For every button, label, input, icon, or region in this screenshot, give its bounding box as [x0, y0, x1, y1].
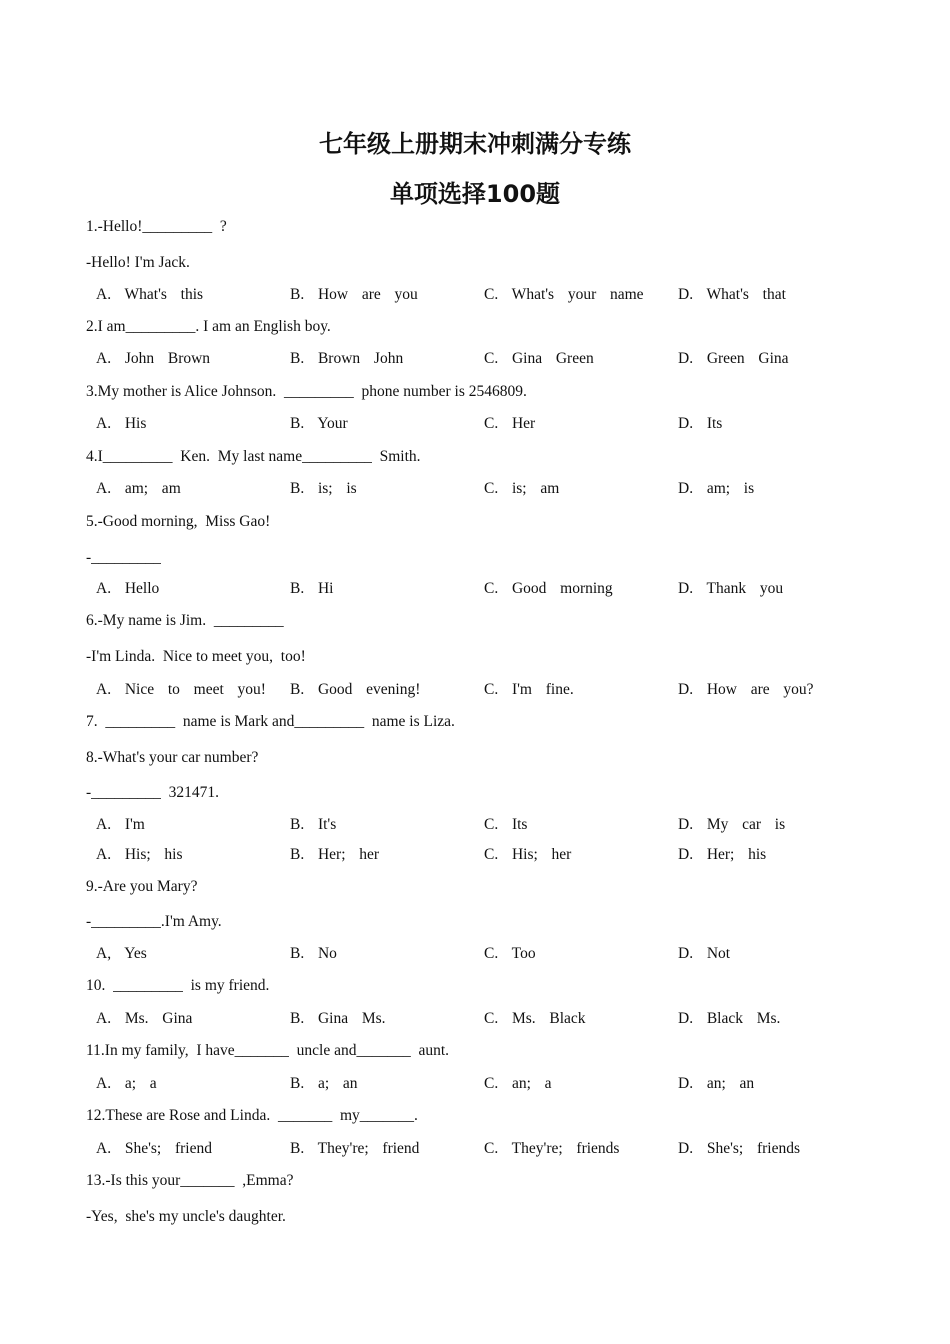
option-d: D. How are you?	[678, 681, 814, 698]
option-d: D. Black Ms.	[678, 1010, 781, 1027]
option-b: B. a; an	[290, 1075, 358, 1092]
question-line: 8.-What's your car number?	[86, 749, 259, 766]
option-b: B. is; is	[290, 480, 357, 497]
option-a: A. His	[96, 415, 147, 432]
option-a: A. Ms. Gina	[96, 1010, 193, 1027]
option-c: C. an; a	[484, 1075, 552, 1092]
option-d: D. Not	[678, 945, 731, 962]
option-b: B. Her; her	[290, 846, 380, 863]
option-c: C. Its	[484, 816, 528, 833]
option-b: B. Brown John	[290, 350, 404, 367]
option-b: B. Hi	[290, 580, 334, 597]
option-d: D. am; is	[678, 480, 755, 497]
question-line: 10. _________ is my friend.	[86, 977, 270, 994]
page-subtitle: 单项选择100题	[389, 180, 561, 208]
option-b: B. They're; friend	[290, 1140, 420, 1157]
option-d: D. Green Gina	[678, 350, 789, 367]
option-c: C. What's your name	[484, 286, 644, 303]
option-b: B. Your	[290, 415, 348, 432]
option-b: B. Good evening!	[290, 681, 421, 698]
question-line: 9.-Are you Mary?	[86, 878, 198, 895]
option-c: C. They're; friends	[484, 1140, 620, 1157]
question-line: 2.I am_________. I am an English boy.	[86, 318, 331, 335]
question-line: 5.-Good morning, Miss Gao!	[86, 513, 271, 530]
option-b: B. How are you	[290, 286, 418, 303]
option-d: D. an; an	[678, 1075, 755, 1092]
answer-line: -_________	[86, 549, 161, 566]
option-a: A. am; am	[96, 480, 181, 497]
option-d: D. She's; friends	[678, 1140, 800, 1157]
option-c: C. Good morning	[484, 580, 613, 597]
question-line: 11.In my family, I have_______ uncle and_______ aunt.	[86, 1042, 450, 1059]
option-a: A. Hello	[96, 580, 160, 597]
question-line: 6.-My name is Jim. _________	[86, 612, 284, 629]
question-line: 13.-Is this your_______ ,Emma?	[86, 1172, 294, 1189]
question-line: 1.-Hello!_________ ?	[86, 218, 227, 235]
option-c: C. is; am	[484, 480, 560, 497]
option-a: A. What's this	[96, 286, 204, 303]
option-b: B. Gina Ms.	[290, 1010, 386, 1027]
option-d: D. What's that	[678, 286, 786, 303]
answer-line: -Yes, she's my uncle's daughter.	[86, 1208, 286, 1225]
option-d: D. My car is	[678, 816, 786, 833]
option-a: A. She's; friend	[96, 1140, 212, 1157]
option-a: A, Yes	[96, 945, 147, 962]
answer-line: -Hello! I'm Jack.	[86, 254, 190, 271]
answer-line: -_________ 321471.	[86, 784, 220, 801]
option-a: A. Nice to meet you!	[96, 681, 266, 698]
question-line: 12.These are Rose and Linda. _______ my_______.	[86, 1107, 418, 1124]
question-line: 4.I_________ Ken. My last name_________ Smith.	[86, 448, 421, 465]
option-a: A. a; a	[96, 1075, 157, 1092]
option-c: C. Gina Green	[484, 350, 594, 367]
option-b: B. It's	[290, 816, 337, 833]
option-c: C. His; her	[484, 846, 572, 863]
option-a: A. I'm	[96, 816, 145, 833]
answer-line: -_________.I'm Amy.	[86, 913, 222, 930]
option-b: B. No	[290, 945, 337, 962]
option-c: C. Her	[484, 415, 536, 432]
option-c: C. Too	[484, 945, 536, 962]
question-line: 3.My mother is Alice Johnson. _________ phone number is 2546809.	[86, 383, 527, 400]
option-d: D. Its	[678, 415, 723, 432]
answer-line: -I'm Linda. Nice to meet you, too!	[86, 648, 306, 665]
option-d: D. Thank you	[678, 580, 784, 597]
option-a: A. His; his	[96, 846, 183, 863]
question-line: 7. _________ name is Mark and_________ name is Liza.	[86, 713, 455, 730]
page-title: 七年级上册期末冲刺满分专练	[319, 130, 631, 158]
option-c: C. I'm fine.	[484, 681, 574, 698]
option-a: A. John Brown	[96, 350, 211, 367]
option-c: C. Ms. Black	[484, 1010, 586, 1027]
option-d: D. Her; his	[678, 846, 767, 863]
